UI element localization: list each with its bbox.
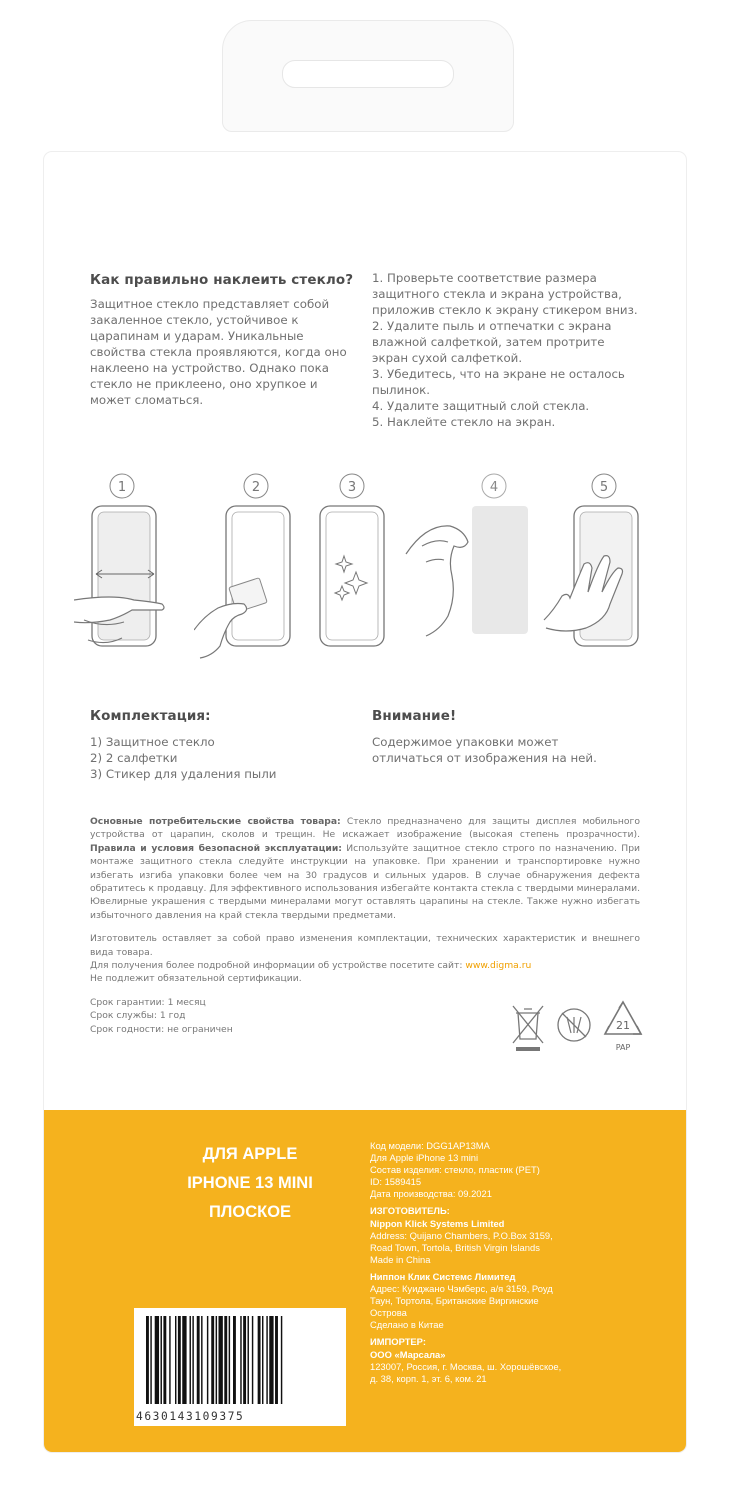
props-label: Основные потребительские свойства товара: [90,816,341,827]
hanger-hole [282,60,454,88]
recycle-code: PAP [615,1043,631,1052]
contents-item: 1) Защитное стекло [90,735,215,749]
step-2-illustration [194,470,314,680]
product-id: ID: 1589415 [370,1176,422,1188]
warning-title: Внимание! [372,708,457,724]
address-ru: Острова [370,1307,407,1319]
phone-icon [320,506,384,646]
howto-title: Как правильно наклеить стекло? [90,272,354,288]
step-text-2: 2. Удалите пыль и отпечатки с экрана влажной салфеткой, затем протрите экран сухой салфеткой. [372,319,612,365]
phone-icon [226,506,290,646]
manufacturer-ru: Ниппон Клик Системс Лимитед [370,1270,516,1282]
step-1-illustration [74,470,194,680]
step-illustrations [44,470,686,680]
sparkle-icon [345,572,367,594]
step-text-4: 4. Удалите защитный слой стекла. [372,399,590,413]
step-5-illustration [540,470,660,680]
contents-title: Комплектация: [90,708,211,724]
warranty-text: Срок гарантии: 1 месяц [90,996,206,1008]
made-in-en: Made in China [370,1253,431,1265]
step-number-1: 1 [117,480,127,495]
step-number-5: 5 [599,480,609,495]
made-in-ru: Сделано в Китае [370,1319,444,1331]
address-ru: Адрес: Куиджано Чэмберс, а/я 3159, Роуд [370,1283,553,1295]
importer-address: 123007, Россия, г. Москва, ш. Хорошёвское, [370,1360,562,1372]
barcode-digits: 4630143109375 [136,1410,245,1423]
product-title-line: ДЛЯ APPLE [202,1145,298,1163]
step-text-5: 5. Наклейте стекло на экран. [372,415,556,429]
contents-item: 2) 2 салфетки [90,751,178,765]
step-number-4: 4 [489,480,499,495]
more-info-text: Для получения более подробной информации об устройстве посетите сайт: [90,960,466,972]
contents-list [90,734,350,782]
for-device: Для Apple iPhone 13 mini [370,1152,479,1164]
recycle-number: 21 [616,1019,630,1032]
hand-icon [194,604,247,659]
model-code: Код модели: DGG1AP13MA [370,1140,490,1151]
weee-bin-icon [510,1003,546,1053]
rights-text: Изготовитель оставляет за собой право изменения комплектации, технических характеристик и внешнего вида товара. [90,933,640,958]
howto-intro: Защитное стекло представляет собой закаленное стекло, устойчивое к царапинам и ударам. Уникальные свойства стекла проявляются, когда оно наклеено на устройство. Однако пока стекло не приклеено, оно хрупкое и может сломаться. [90,297,347,407]
step-number-2: 2 [251,480,261,495]
barcode [134,1308,346,1426]
product-title [165,1140,335,1227]
sparkle-icon [336,556,352,572]
step-text-3: 3. Убедитесь, что на экране не осталось пылинок. [372,367,625,397]
warning-text: Содержимое упаковки может отличаться от изображения на ней. [372,735,597,765]
shelf-life-text: Срок годности: не ограничен [90,1023,233,1035]
importer-name: ООО «Марсала» [370,1348,446,1360]
service-life-text: Срок службы: 1 год [90,1010,186,1022]
step-text-1: 1. Проверьте соответствие размера защитного стекла и экрана устройства, приложив стекло к экрану стикером вниз. [372,271,638,317]
no-food-contact-icon [554,1003,594,1053]
barcode-bars [144,1316,336,1404]
step-4-illustration [402,470,532,680]
address-en: Road Town, Tortola, British Virgin Islands [370,1241,540,1253]
howto-steps [372,270,642,430]
contents-item: 3) Стикер для удаления пыли [90,767,277,781]
props-text: Стекло предназначено для защиты дисплея мобильного устройства от царапин, сколов и трещин. Не искажает изображение (высокая степень прозрачности). [90,816,641,841]
product-title-line: IPHONE 13 MINI [187,1174,313,1192]
sparkle-icon [335,586,349,600]
product-info [370,1140,630,1385]
composition: Состав изделия: стекло, пластик (PET) [370,1164,540,1176]
manufacturer-label: ИЗГОТОВИТЕЛЬ: [370,1205,450,1217]
importer-address: д. 38, корп. 1, эт. 6, ком. 21 [370,1372,487,1384]
production-date: Дата производства: 09.2021 [370,1188,492,1200]
importer-label: ИМПОРТЕР: [370,1336,426,1348]
website-link[interactable]: www.digma.ru [465,960,532,972]
cert-text: Не подлежит обязательной сертификации. [90,973,302,985]
product-title-line: ПЛОСКОЕ [208,1203,292,1221]
step-number-3: 3 [347,480,357,495]
rules-label: Правила и условия безопасной эксплуатации: [90,842,342,854]
address-en: Address: Quijano Chambers, P.O.Box 3159, [370,1229,553,1241]
recycle-icon [600,998,646,1056]
glass-icon [472,506,528,634]
hand-icon [406,526,468,636]
manufacturer-en: Nippon Klick Systems Limited [370,1217,505,1229]
rules-text: Используйте защитное стекло строго по назначению. При монтаже защитного стекла следуйте инструкции на упаковке. При хранении и транспортировке нужно избегать изгиба упаковки более чем на 30 градусов и сильных ударов. В случае обнаружения дефекта обратитесь к продавцу. Для эффективного использования избегайте контакта стекла с твердыми минералами. Ювелирные украшения с твердыми минералами могут оставлять царапины на стекле. Также нужно избегать избыточного давления на край стекла твердыми предметами. [90,842,640,921]
address-ru: Таун, Тортола, Британские Виргинские [370,1295,539,1307]
